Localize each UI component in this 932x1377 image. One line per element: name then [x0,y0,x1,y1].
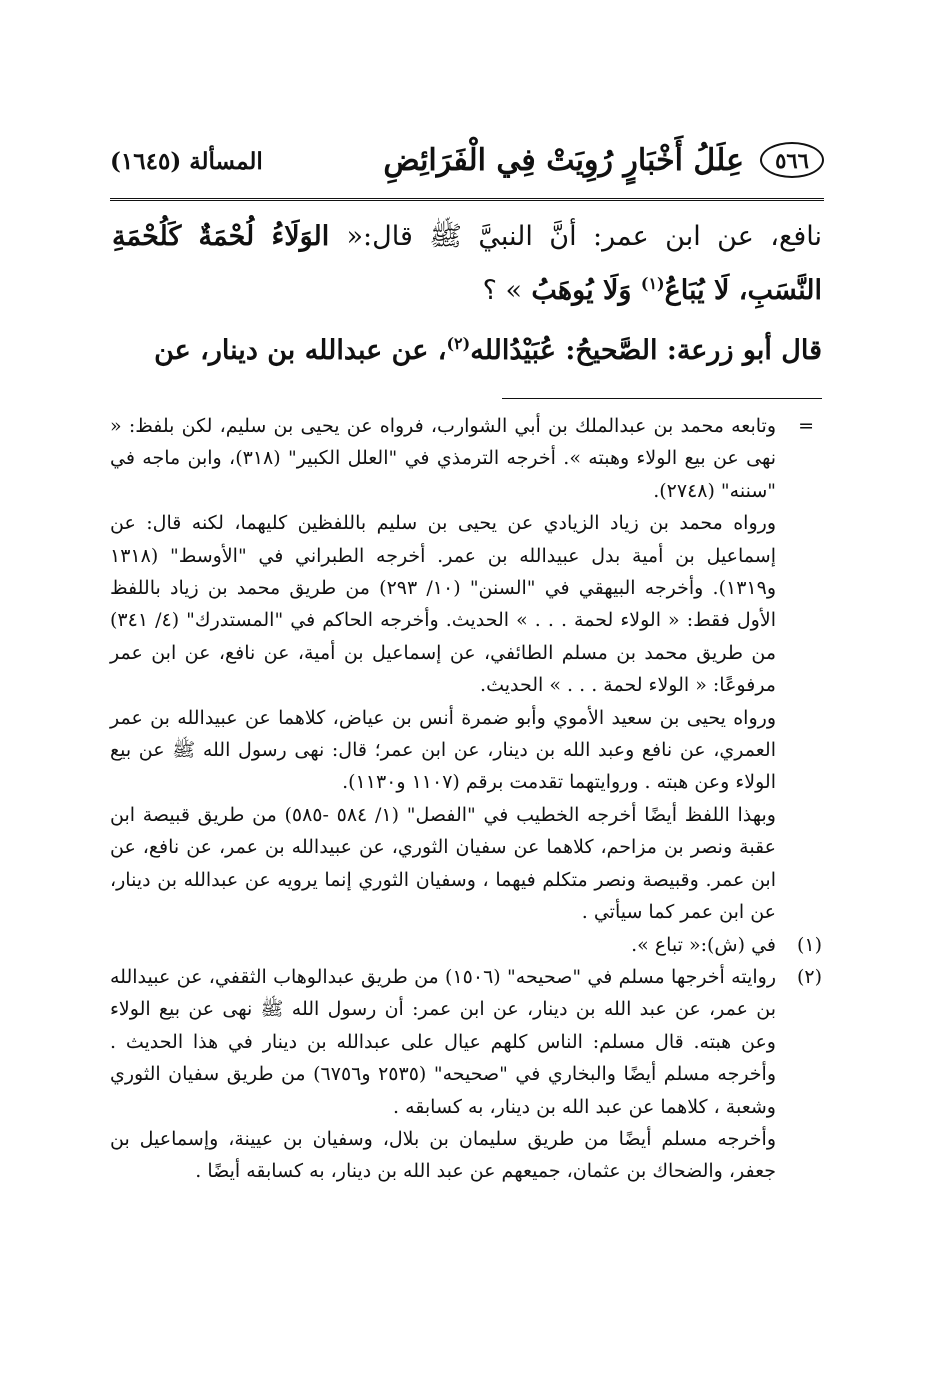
footnote-ref-2: (٢) [446,334,471,353]
footnote-number: (٢) [796,965,822,988]
hadith-close: » ؟ [482,275,522,306]
book-title: عِلَلُ أَخْبَارٍ رُوِيَتْ فِي الْفَرَائِضِ [383,143,744,178]
footnote-paragraph: روايته أخرجها مسلم في "صحيحه" (١٥٠٦) من طريق عبدالوهاب الثقفي، عن عبيدالله بن عمر، عن عبد الله بن دينار، عن ابن عمر: أن رسول الله ﷺ نهى عن بيع الولاء وعن هبته. قال مسلم: الناس كلهم عيال على عبدالله بن دينار في هذا الحديث . وأخرجه مسلم أيضًا والبخاري في "صحيحه" (٢٥٣٥ و٦٧٥٦) من طريق سفيان الثوري وشعبة ، كلاهما عن عبد الله بن دينار، به كسابقه . [110,965,777,1118]
main-text [112,210,822,378]
footnote-paragraph: ورواه محمد بن زياد الزيادي عن يحيى بن سليم باللفظين كليهما، لكنه قال: عن إسماعيل بن أمية بدل عبيدالله بن عمر. أخرجه الطبراني في "الأوسط" (١٣١٨ و١٣١٩). وأخرجه البيهقي في "السنن" (١٠/ ٢٩٣) من طريق محمد بن زياد باللفظ الأول فقط: « الولاء لحمة . . . » الحديث. وأخرجه الحاكم في "المستدرك" (٤/ ٣٤١) من طريق محمد بن مسلم الطائفي، عن إسماعيل بن أمية، عن نافع، عن ابن عمر مرفوعًا: « الولاء لحمة . . . » الحديث. [110,512,776,697]
narration-text: قال أبو زرعة: الصَّحيحُ: عُبَيْدُالله [470,335,822,366]
footnote-1 [110,929,822,961]
hadith-text-end: وَلَا يُوهَبُ [522,275,641,306]
page-number: ٥٦٦ [760,142,824,178]
footnote-number: (١) [796,933,822,956]
issue-label: المسألة (١٦٤٥) [110,148,263,175]
hadith-paragraph [112,210,822,318]
header-divider [110,198,824,201]
narration-text-end: ، عن عبدالله بن دينار، عن [154,335,447,366]
narration-paragraph [112,324,822,378]
footnote-continuation [110,410,822,929]
footnotes-divider [502,398,822,399]
continuation-mark: = [798,415,814,437]
footnote-paragraph: وتابعه محمد بن عبدالملك بن أبي الشوارب، فرواه عن يحيى بن سليم، لكن بلفظ: « نهى عن بيع الولاء وهبته ». أخرجه الترمذي في "العلل الكبير" (٣١٨)، وابن ماجه في "سننه" (٢٧٤٨). [110,415,776,502]
hadith-text: الوَلَاءُ لُحْمَةٌ كَلُحْمَةِ النَّسَبِ، لَا يُبَاعُ [112,221,822,306]
footnotes [110,410,822,1188]
footnote-paragraph: في (ش):« تباع ». [631,933,776,956]
page-header [110,140,824,186]
footnote-paragraph: ورواه يحيى بن سعيد الأموي وأبو ضمرة أنس بن عياض، كلاهما عن عبيدالله بن عمر العمري، عن نافع وعبد الله بن دينار، عن ابن عمر؛ قال: نهى رسول الله ﷺ عن بيع الولاء وعن هبته . وروايتهما تقدمت برقم (١١٠٧ و١١٣٠). [110,706,776,794]
footnote-paragraph: وبهذا اللفظ أيضًا أخرجه الخطيب في "الفصل" (١/ ٥٨٤ -٥٨٥) من طريق قبيصة ابن عقبة ونصر بن مزاحم، كلاهما عن سفيان الثوري، عن عبيدالله بن عمر، عن نافع، عن ابن عمر. وقبيصة ونصر متكلم فيهما ، وسفيان الثوري إنما يرويه عن عبدالله بن دينار، عن ابن عمر كما سيأتي . [110,803,776,924]
footnote-paragraph: وأخرجه مسلم أيضًا من طريق سليمان بن بلال، وسفيان بن عيينة، وإسماعيل بن جعفر، والضحاك بن عثمان، جميعهم عن عبد الله بن دينار، به كسابقه أيضًا . [110,1127,776,1183]
footnote-2 [110,961,822,1188]
hadith-intro: نافع، عن ابن عمر: أنَّ النبيَّ ﷺ قال:« [346,221,822,252]
footnote-ref-1: (١) [640,274,665,293]
